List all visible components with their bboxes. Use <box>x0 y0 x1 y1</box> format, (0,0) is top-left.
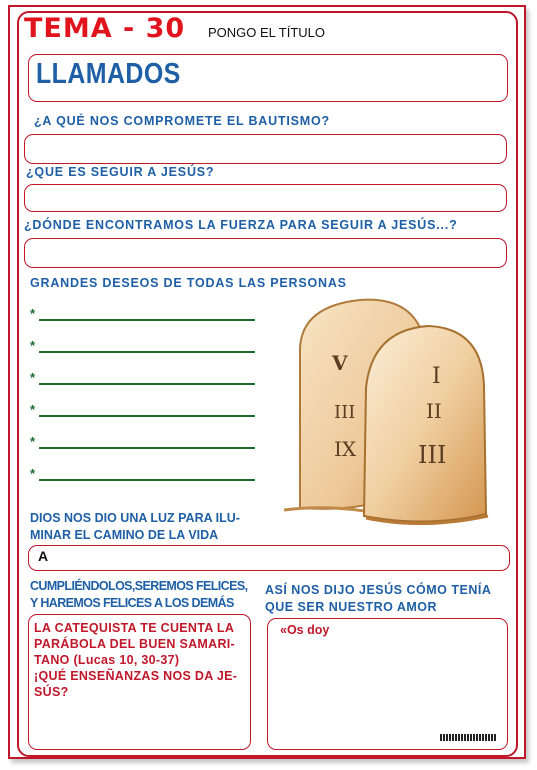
answer-box-bautismo[interactable] <box>24 134 507 164</box>
scribble-mark <box>440 734 497 741</box>
answer-box-fuerza[interactable] <box>24 238 507 268</box>
os-doy-text: «Os doy <box>280 623 330 637</box>
luz-answer-start: A <box>38 548 49 564</box>
tablets-of-the-law-icon <box>262 278 494 528</box>
deseos-heading: GRANDES DESEOS DE TODAS LAS PERSONAS <box>30 276 347 290</box>
svg-text:I: I <box>432 364 441 389</box>
svg-text:II: II <box>426 399 442 423</box>
deseo-line[interactable]: * <box>30 466 255 481</box>
deseo-line[interactable]: * <box>30 402 255 417</box>
svg-text:IX: IX <box>334 437 357 461</box>
cumpliendo-heading: CUMPLIÉNDOLOS,SEREMOS FELICES, Y HAREMOS FELICES A LOS DEMÁS <box>30 579 248 610</box>
answer-box-seguir[interactable] <box>24 184 507 212</box>
question-fuerza: ¿DÓNDE ENCONTRAMOS LA FUERZA PARA SEGUIR A JESÚS...? <box>24 218 458 232</box>
page-title: LLAMADOS <box>36 58 181 90</box>
parabola-text: LA CATEQUISTA TE CUENTA LA PARÁBOLA DEL BUEN SAMARI- TANO (Lucas 10, 30-37) ¡QUÉ ENSEÑANZAS NOS DA JE- SÚS? <box>34 621 238 699</box>
deseo-line[interactable]: * <box>30 338 255 353</box>
question-bautismo: ¿A QUÉ NOS COMPROMETE EL BAUTISMO? <box>34 114 330 128</box>
luz-heading: DIOS NOS DIO UNA LUZ PARA ILU- MINAR EL CAMINO DE LA VIDA <box>30 511 240 542</box>
svg-text:V: V <box>332 351 348 375</box>
svg-text:III: III <box>334 402 356 423</box>
luz-answer-box[interactable] <box>28 545 510 571</box>
deseo-line[interactable]: * <box>30 434 255 449</box>
pongo-titulo-label: PONGO EL TÍTULO <box>208 25 326 40</box>
amor-heading: ASÍ NOS DIJO JESÚS CÓMO TENÍA QUE SER NUESTRO AMOR <box>265 583 492 614</box>
tema-title: TEMA - 30 <box>24 13 186 44</box>
question-seguir: ¿QUE ES SEGUIR A JESÚS? <box>26 165 215 179</box>
svg-text:III: III <box>418 441 447 469</box>
os-doy-box[interactable] <box>267 618 508 750</box>
deseo-line[interactable]: * <box>30 370 255 385</box>
deseo-line[interactable]: * <box>30 306 255 321</box>
